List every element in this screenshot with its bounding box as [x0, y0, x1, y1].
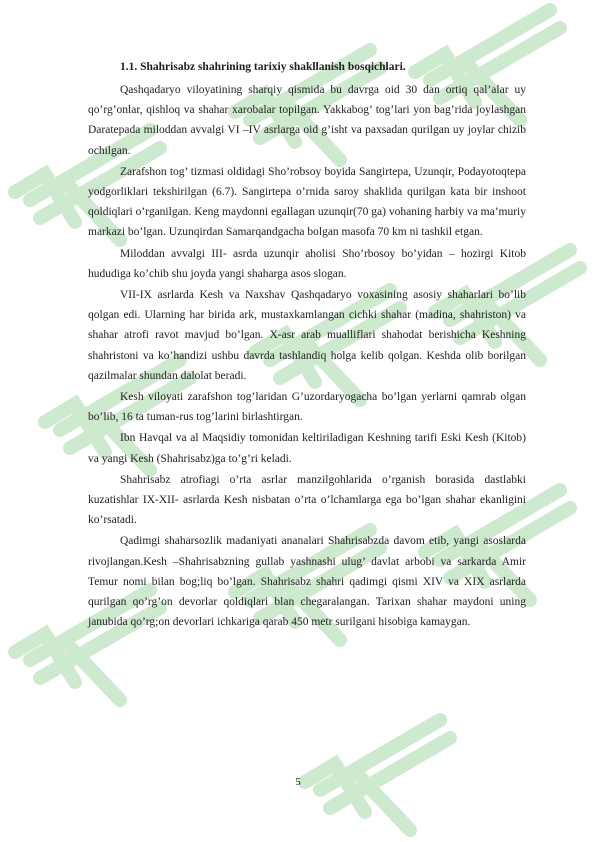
paragraph: Qashqadaryo viloyatining sharqiy qismida bu davrga oid 30 dan ortiq qal’alar uy qo’rg’onlar, qishloq va shahar xarobalar topilgan. Yakkabog’ tog’lari yon bag’rida joylashgan Daratepada miloddan avvalgi VI –IV asrlarga oid g’isht va paxsadan qurilgan uy joylar chizib ochilgan.: [88, 84, 526, 157]
section-heading: 1.1. Shahrisabz shahrining tarixiy shakllanish bosqichlari.: [120, 61, 406, 73]
paragraph: Qadimgi shaharsozlik madaniyati ananalari Shahrisabzda davom etib, yangi asoslarda rivojlangan.Kesh –Shahrisabzning gullab yashnashi ulug’ davlat arbobi va sarkarda Amir Temur nomi bilan bog;liq bo’lgan. Shahrisabz shahri qadimgi qismi XIV va XIX asrlarda qurilgan qo’rg’on devorlar qoldiqlari blan chegaralangan. Tarixan shahar maydoni uning janubida qo’rg;on devorlari ichkariga qarab 450 metr surilgani hisobiga kamaygan.: [88, 535, 526, 629]
paragraph: Miloddan avvalgi III- asrda uzunqir aholisi Sho’rbosoy bo’yidan – hozirgi Kitob hududiga ko’chib shu joyda yangi shaharga asos slogan.: [88, 247, 526, 280]
paragraph: Ibn Havqal va al Maqsidiy tomonidan keltiriladigan Keshning tarifi Eski Kesh (Kitob) va yangi Kesh (Shahrisabz)ga to’g’ri keladi.: [88, 432, 526, 465]
paragraph: Kesh viloyati zarafshon tog’laridan G’uzordaryogacha bo’lgan yerlarni qamrab olgan bo’lib, 16 ta tuman-rus tog’larini birlashtirgan.: [88, 391, 526, 424]
page-number: 5: [295, 776, 301, 788]
document-page: [88, 58, 526, 633]
watermark-mark: [305, 720, 450, 830]
paragraph: Zarafshon tog’ tizmasi oldidagi Sho’robsoy boyida Sangirtepa, Uzunqir, Podayotoqtepa yodgorliklari tekshirilgan (6.7). Sangirtepa o’rnida saroy shaklida qurilgan kata bir inshoot qoldiqlari o’rganilgan. Keng maydonni egallagan uzunqir(70 ga) vohaning harbiy va ma’muriy markazi bo’lgan. Uzunqirdan Samarqandgacha bolgan masofa 70 km ni tashkil etgan.: [88, 165, 526, 239]
paragraph: Shahrisabz atrofiagi o’rta asrlar manzilgohlarida o’rganish borasida dastlabki kuzatishlar IX-XII- asrlarda Kesh nisbatan o’rta o’lchamlarga ega bo’lgan shahar ekanligini ko’rsatadi.: [88, 473, 526, 527]
paragraph: VII-IX asrlarda Kesh va Naxshav Qashqadaryo voxasining asosiy shaharlari bo’lib qolgan edi. Ularning har birida ark, mustaxkamlangan cichki shahar (madina, shahriston) va shahar atrofi ravot mavjud bo’lgan. X-asr arab mualliflari shahodat berishicha Keshning shahristoni va ko’handizi ushbu davrda tashlandiq holga kelib qolgan. Keshda olib borilgan qazilmalar shundan dalolat beradi.: [88, 289, 526, 382]
